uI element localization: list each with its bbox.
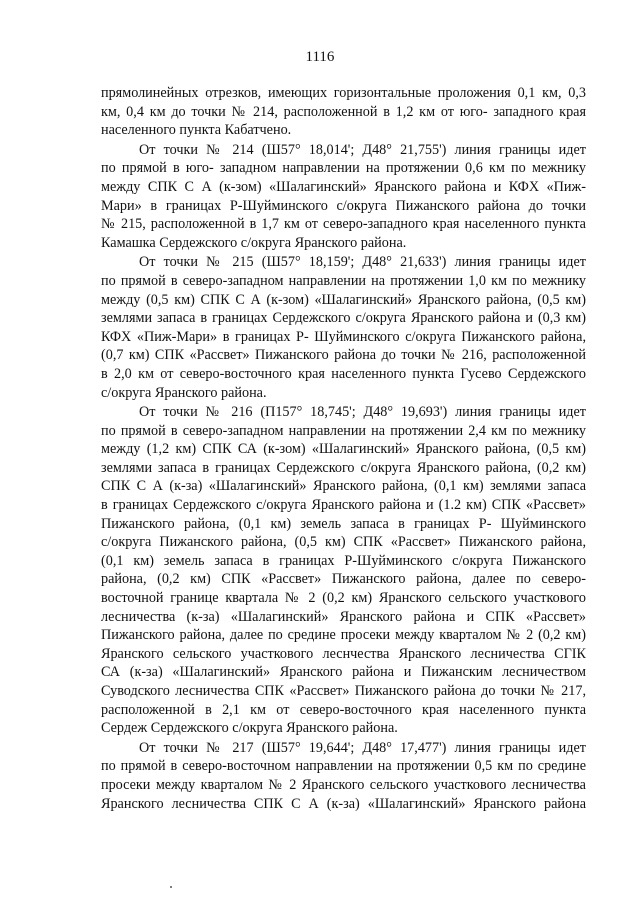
text-line: СА (к-за) «Шалагинский» Яранского района и Пижанским лесничеством <box>101 664 586 681</box>
paragraph-first-line: От точки № 217 (Ш57° 19,644'; Д48° 17,477') линия границы идет <box>139 739 586 756</box>
text-line: Мари» в границах Р-Шуйминского с/округа Пижанского района до точки <box>101 197 586 214</box>
text-line: землями запаса в границах Сердежского с/округа Яранского района и (0,3 км) <box>101 310 586 327</box>
text-line: № 215, расположенной в 1,7 км от северо-западного края населенного пункта <box>101 216 586 233</box>
text-line: Камашка Сердежского с/округа Яранского района. <box>101 234 407 251</box>
document-body <box>101 84 586 813</box>
text-line: Суводского лесничества СПК «Рассвет» Пижанского района до точки № 217, <box>101 683 586 699</box>
paragraph-first-line: От точки № 214 (Ш57° 18,014'; Д48° 21,755') линия границы идет <box>139 141 586 158</box>
text-line: восточной границе квартала № 2 (0,2 км) Яранского сельского участкового <box>101 590 586 607</box>
paragraph-first-line: От точки № 216 (П157° 18,745'; Д48° 19,693') линия границы идет <box>139 404 586 421</box>
text-line: по прямой в юго- западном направлении на протяжении 0,6 км по межнику <box>101 160 586 177</box>
text-line: (0,7 км) СПК «Рассвет» Пижанского района до точки № 216, расположенной <box>101 347 586 364</box>
text-line: Сердеж Сердежского с/округа Яранского района. <box>101 720 398 737</box>
text-line: лесничества (к-за) «Шалагинский» Яранского района и СПК «Рассвет» <box>101 608 586 625</box>
text-line: землями запаса в границах Сердежского с/округа Яранского района, (0,2 км) <box>101 459 586 476</box>
page-number: 1116 <box>305 49 335 65</box>
text-line: по прямой в северо-западном направлении на протяжении 2,4 км по межнику <box>101 422 586 439</box>
text-line: по прямой в северо-восточном направлении на протяжении 0,5 км по средине <box>101 758 586 775</box>
paragraph-first-line: От точки № 215 (Ш57° 18,159'; Д48° 21,633') линия границы идет <box>139 254 586 271</box>
text-line: просеки между кварталом № 2 Яранского сельского участкового лесничества <box>101 776 586 793</box>
text-line: с/округа Яранского района. <box>101 384 267 401</box>
text-line: расположенной в 2,1 км от северо-восточного края населенного пункта <box>101 701 586 718</box>
text-line: КФХ «Пиж-Мари» в границах Р- Шуйминского с/округа Пижанского района, <box>101 328 586 345</box>
scan-speck <box>170 886 172 888</box>
text-line: в 2,0 км от северо-восточного края населенного пункта Гусево Сердежского <box>101 365 586 382</box>
text-line: (0,1 км) земель запаса в границах Р-Шуйминского с/округа Пижанского <box>101 552 586 569</box>
text-line: Яранского лесничества СПК С А (к-за) «Шалагинский» Яранского района <box>101 795 586 812</box>
text-line: между (0,5 км) СПК С А (к-зом) «Шалагинский» Яранского района, (0,5 км) <box>101 291 586 308</box>
text-line: между СПК С А (к-зом) «Шалагинский» Яранского района и КФХ «Пиж- <box>101 178 586 195</box>
text-line: Пижанского района, (0,1 км) земель запаса в границах Р- Шуйминского <box>101 515 586 532</box>
text-line: Пижанского района, далее по средине просеки между кварталом № 2 (0,2 км) <box>101 627 586 644</box>
text-line: населенного пункта Кабатчено. <box>101 122 292 139</box>
text-line: с/округа Пижанского района, (0,5 км) СПК «Рассвет» Пижанского района, <box>101 534 586 551</box>
text-line: по прямой в северо-западном направлении на протяжении 1,0 км по межнику <box>101 272 586 289</box>
text-line: СПК С А (к-за) «Шалагинский» Яранского района, (0,1 км) землями запаса <box>101 478 586 495</box>
text-line: прямолинейных отрезков, имеющих горизонтальные проложения 0,1 км, 0,3 <box>101 85 586 101</box>
text-line: Яранского сельского участкового леснчества Яранского лесничества СГІК <box>101 645 586 662</box>
text-line: между (1,2 км) СПК СА (к-зом) «Шалагинский» Яранского района, (0,5 км) <box>101 441 586 458</box>
text-line: в границах Сердежского с/округа Яранского района и (1.2 км) СПК «Рассвет» <box>101 497 586 514</box>
text-line: района, (0,2 км) СПК «Рассвет» Пижанского района, далее по северо- <box>101 571 586 588</box>
text-line: км, 0,4 км до точки № 214, расположенной в 1,2 км от юго- западного края <box>101 103 586 120</box>
